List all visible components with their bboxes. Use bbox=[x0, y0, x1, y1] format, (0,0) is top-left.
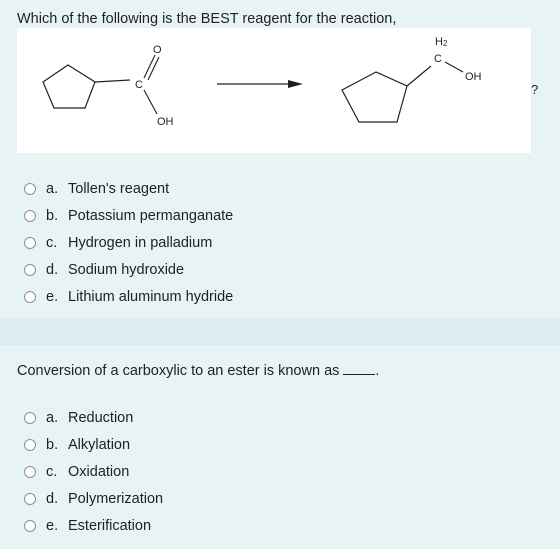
radio-button[interactable] bbox=[24, 264, 36, 276]
radio-button[interactable] bbox=[24, 493, 36, 505]
reactant-oh-label: OH bbox=[157, 116, 174, 128]
carbonyl-bond-2 bbox=[148, 57, 159, 80]
question-2-end: . bbox=[375, 363, 380, 379]
question-2-prompt bbox=[17, 362, 379, 379]
option-2b[interactable] bbox=[24, 432, 163, 459]
reactant-ring bbox=[43, 65, 95, 108]
radio-button[interactable] bbox=[24, 183, 36, 195]
option-letter: e. bbox=[46, 517, 59, 534]
option-label: Hydrogen in palladium bbox=[68, 234, 213, 251]
question-1-options bbox=[24, 176, 233, 310]
option-label: Sodium hydroxide bbox=[68, 261, 185, 278]
hydroxyl-bond bbox=[144, 90, 157, 114]
option-2d[interactable] bbox=[24, 485, 163, 512]
option-2a[interactable] bbox=[24, 405, 163, 432]
question-2-text: Conversion of a carboxylic to an ester is known as bbox=[17, 363, 340, 379]
option-label: Oxidation bbox=[68, 463, 130, 480]
answer-blank bbox=[343, 362, 375, 375]
radio-button[interactable] bbox=[24, 412, 36, 424]
option-1c[interactable] bbox=[24, 230, 233, 257]
option-1d[interactable] bbox=[24, 256, 233, 283]
option-label: Polymerization bbox=[68, 490, 164, 507]
option-1b[interactable] bbox=[24, 203, 233, 230]
question-separator bbox=[0, 318, 560, 345]
option-label: Alkylation bbox=[68, 437, 131, 454]
option-letter: d. bbox=[46, 490, 59, 507]
reaction-image bbox=[17, 28, 531, 153]
reactant-c-label: C bbox=[135, 79, 143, 91]
option-letter: a. bbox=[46, 410, 59, 427]
product-ring bbox=[342, 72, 407, 122]
radio-button[interactable] bbox=[24, 520, 36, 532]
option-letter: b. bbox=[46, 208, 59, 225]
product-h2-label: H2 bbox=[435, 36, 448, 48]
product-oh-label: OH bbox=[465, 71, 482, 83]
carbonyl-bond-1 bbox=[144, 55, 155, 78]
option-label: Lithium aluminum hydride bbox=[68, 288, 234, 305]
radio-button[interactable] bbox=[24, 439, 36, 451]
option-letter: d. bbox=[46, 261, 59, 278]
reaction-diagram bbox=[17, 28, 531, 153]
option-letter: b. bbox=[46, 437, 59, 454]
radio-button[interactable] bbox=[24, 237, 36, 249]
option-2e[interactable] bbox=[24, 512, 163, 539]
option-1a[interactable] bbox=[24, 176, 233, 203]
option-label: Reduction bbox=[68, 410, 134, 427]
carbonyl-o-label: O bbox=[153, 44, 162, 56]
radio-button[interactable] bbox=[24, 466, 36, 478]
reactant-bond bbox=[95, 80, 130, 82]
radio-button[interactable] bbox=[24, 291, 36, 303]
option-2c[interactable] bbox=[24, 459, 163, 486]
question-2-options bbox=[24, 405, 163, 539]
radio-button[interactable] bbox=[24, 210, 36, 222]
option-label: Esterification bbox=[68, 517, 152, 534]
option-letter: c. bbox=[46, 234, 58, 251]
option-label: Potassium permanganate bbox=[68, 208, 234, 225]
option-letter: c. bbox=[46, 463, 58, 480]
product-bond bbox=[407, 66, 431, 86]
question-mark: ? bbox=[531, 82, 539, 97]
product-c-label: C bbox=[434, 53, 442, 65]
product-hydroxyl-bond bbox=[445, 62, 463, 72]
option-1e[interactable] bbox=[24, 283, 233, 310]
reaction-arrow-head bbox=[288, 80, 303, 88]
question-1-prompt: Which of the following is the BEST reagent for the reaction, bbox=[17, 11, 397, 27]
option-letter: a. bbox=[46, 181, 59, 198]
option-letter: e. bbox=[46, 288, 59, 305]
option-label: Tollen's reagent bbox=[68, 181, 170, 198]
